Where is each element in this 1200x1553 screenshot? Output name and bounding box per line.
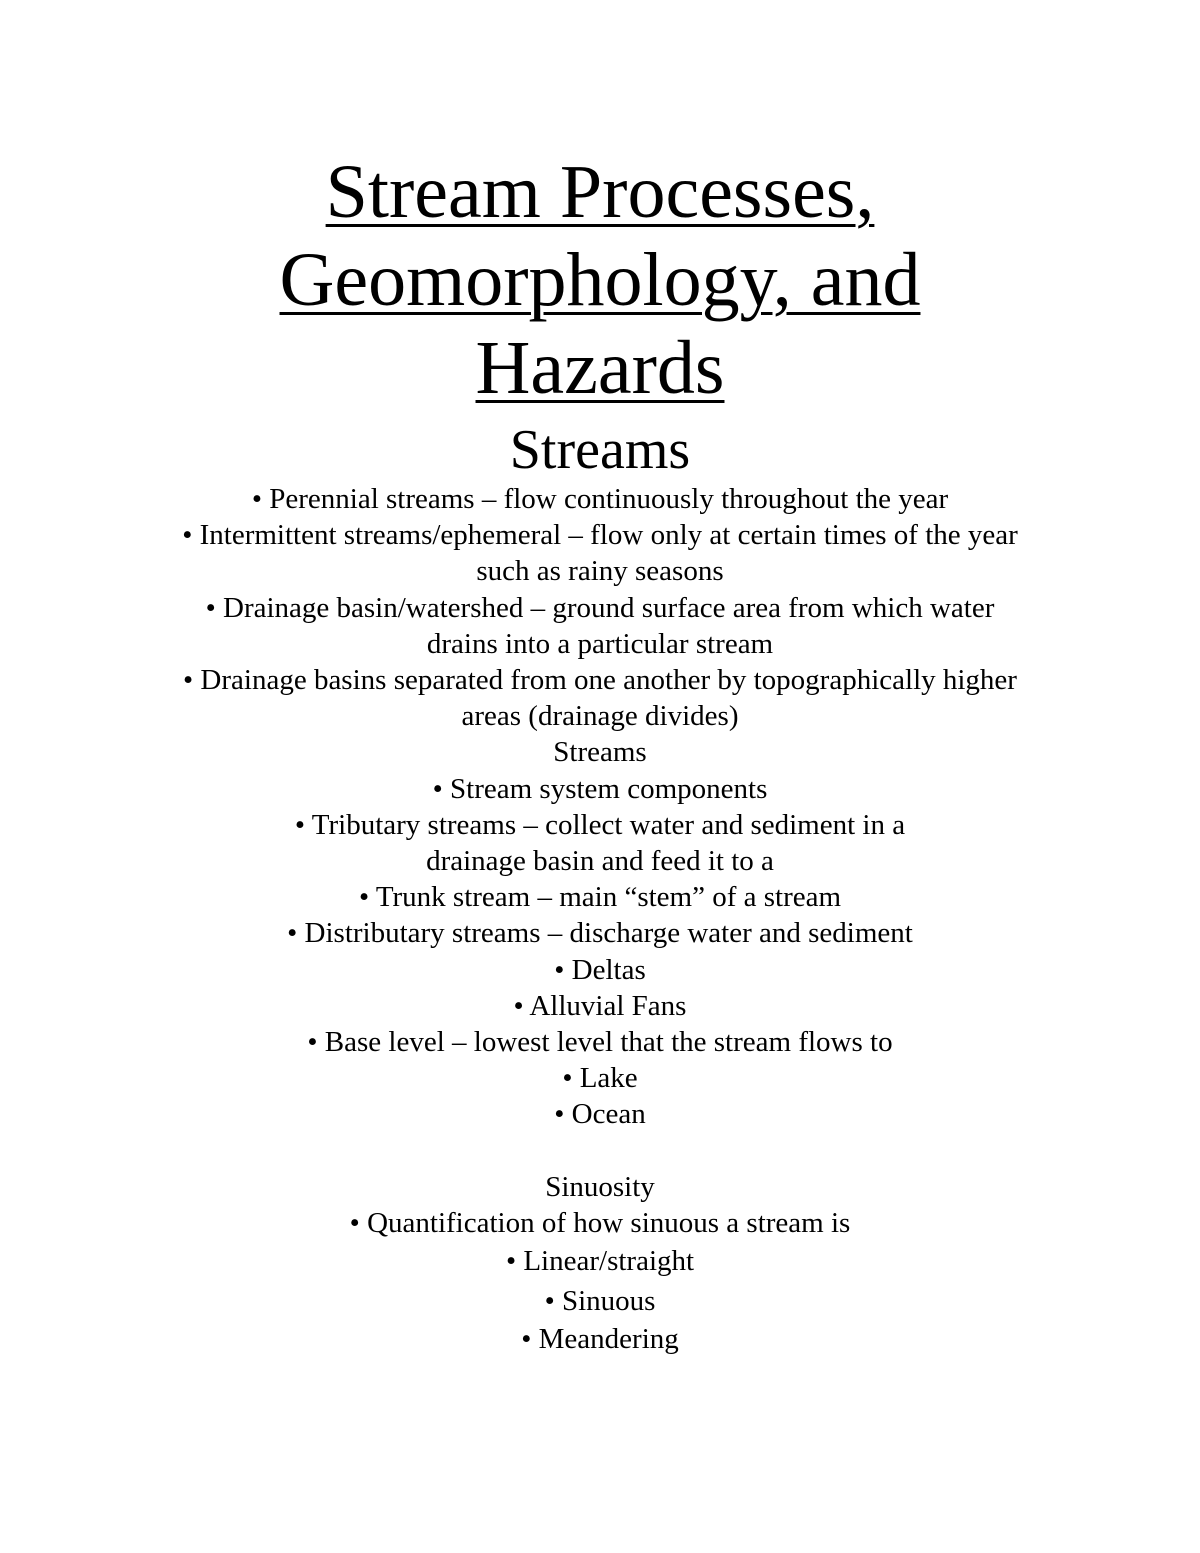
title-line: Stream Processes,: [325, 150, 875, 234]
text-line: • Sinuous: [544, 1285, 656, 1318]
text-line: such as rainy seasons: [476, 555, 724, 588]
text-line: drainage basin and feed it to a: [426, 845, 774, 878]
text-line: • Lake: [562, 1062, 638, 1095]
text-line: • Intermittent streams/ephemeral – flow only at certain times of the year: [182, 519, 1018, 552]
text-line: • Linear/straight: [505, 1245, 695, 1278]
text-line: • Distributary streams – discharge water and sediment: [287, 917, 913, 950]
text-line: • Drainage basin/watershed – ground surface area from which water: [205, 591, 995, 624]
section-label: Streams: [553, 736, 647, 769]
blank-line: [0, 1133, 1200, 1169]
text-line: • Perennial streams – flow continuously throughout the year: [251, 483, 949, 515]
text-line: drains into a particular stream: [426, 627, 774, 660]
text-line: • Alluvial Fans: [513, 989, 687, 1022]
text-line: • Trunk stream – main “stem” of a stream: [358, 881, 842, 914]
text-line: • Stream system components: [432, 772, 768, 805]
text-line: • Quantification of how sinuous a stream is: [349, 1206, 851, 1239]
title-line: Geomorphology, and: [279, 238, 921, 322]
notes-list: [0, 481, 1200, 1358]
document-title: [0, 148, 1200, 412]
section-label: Sinuosity: [545, 1170, 655, 1203]
text-line: • Tributary streams – collect water and sediment in a: [294, 808, 906, 841]
title-line: Hazards: [475, 326, 725, 410]
section-heading: Streams: [509, 419, 691, 481]
text-line: • Ocean: [554, 1098, 646, 1131]
text-line: areas (drainage divides): [461, 700, 739, 733]
text-line: • Deltas: [554, 953, 646, 986]
text-line: • Base level – lowest level that the stream flows to: [307, 1026, 893, 1059]
text-line: • Meandering: [521, 1323, 679, 1356]
text-line: • Drainage basins separated from one another by topographically higher: [183, 664, 1017, 697]
